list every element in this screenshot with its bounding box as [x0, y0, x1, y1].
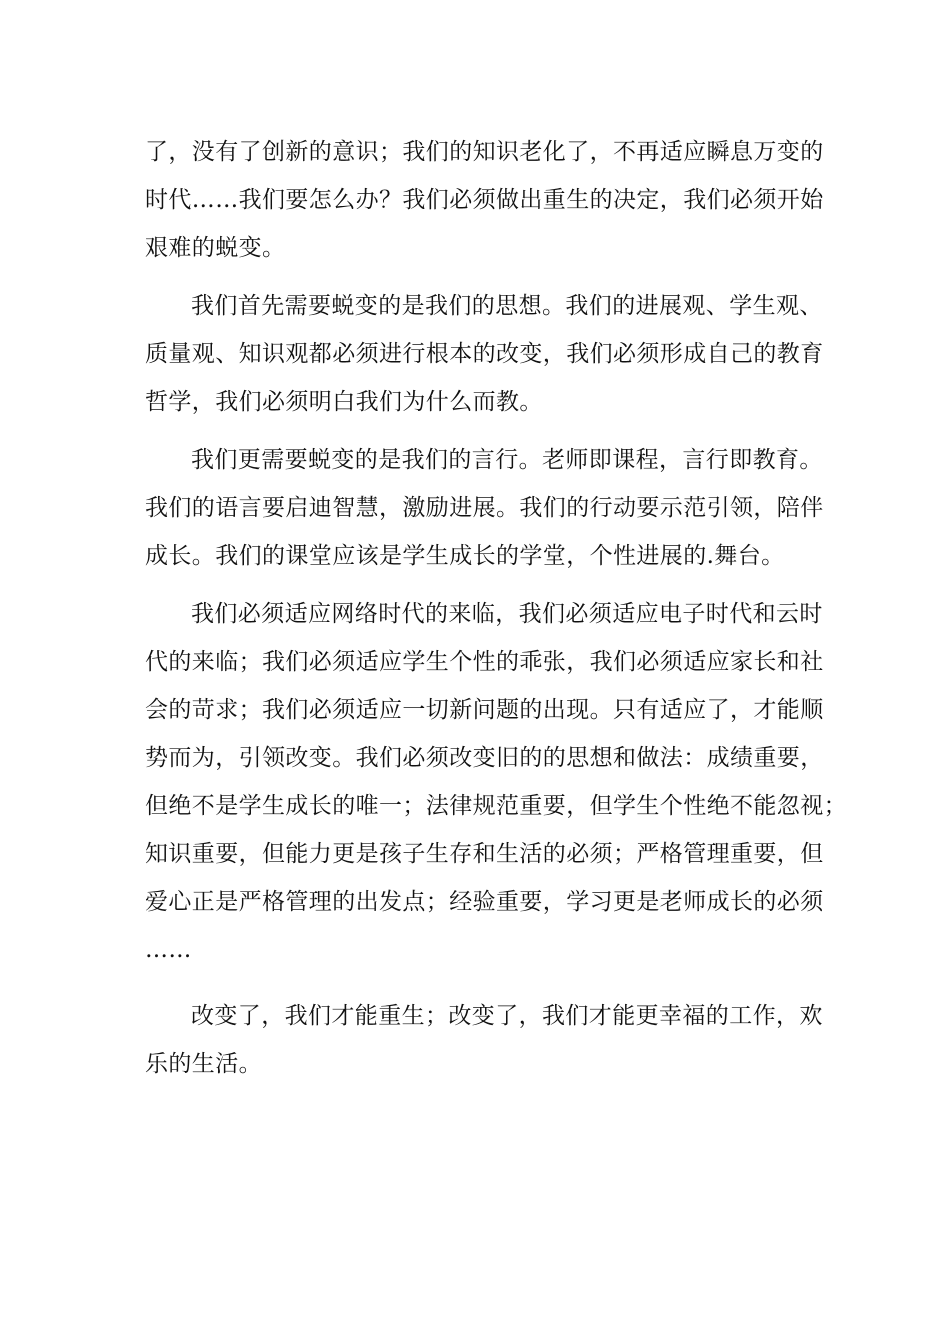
text-line: 成长。我们的课堂应该是学生成长的学堂，个性进展的.舞台。	[145, 543, 785, 569]
document-body	[145, 128, 847, 1088]
text-line: 时代……我们要怎么办？我们必须做出重生的决定，我们必须开始	[145, 187, 824, 213]
text-line: 势而为，引领改变。我们必须改变旧的的思想和做法：成绩重要，	[145, 745, 824, 771]
paragraph	[145, 436, 835, 580]
text-line: 我们更需要蜕变的是我们的言行。老师即课程，言行即教育。	[191, 447, 823, 473]
text-line: 乐的生活。	[145, 1051, 262, 1077]
text-line: 了，没有了创新的意识；我们的知识老化了，不再适应瞬息万变的	[145, 139, 824, 165]
text-line: 我们的语言要启迪智慧，激励进展。我们的行动要示范引领，陪伴	[145, 495, 824, 521]
text-line: 我们首先需要蜕变的是我们的思想。我们的进展观、学生观、	[191, 293, 823, 319]
text-line: 爱心正是严格管理的出发点；经验重要，学习更是老师成长的必须	[145, 889, 824, 915]
text-line: 会的苛求；我们必须适应一切新问题的出现。只有适应了，才能顺	[145, 697, 824, 723]
paragraph	[145, 590, 847, 974]
text-line: 代的来临；我们必须适应学生个性的乖张，我们必须适应家长和社	[145, 649, 824, 675]
paragraph	[145, 992, 835, 1088]
text-line: 但绝不是学生成长的唯一；法律规范重要，但学生个性绝不能忽视；	[145, 793, 847, 819]
paragraph	[145, 282, 835, 426]
text-line: 我们必须适应网络时代的来临，我们必须适应电子时代和云时	[191, 601, 823, 627]
text-line: 哲学，我们必须明白我们为什么而教。	[145, 389, 543, 415]
text-line: ……	[145, 937, 192, 963]
paragraph	[145, 128, 835, 272]
text-line: 知识重要，但能力更是孩子生存和生活的必须；严格管理重要，但	[145, 841, 824, 867]
text-line: 质量观、知识观都必须进行根本的改变，我们必须形成自己的教育	[145, 341, 824, 367]
text-line: 艰难的蜕变。	[145, 235, 286, 261]
text-line: 改变了，我们才能重生；改变了，我们才能更幸福的工作，欢	[191, 1003, 823, 1029]
